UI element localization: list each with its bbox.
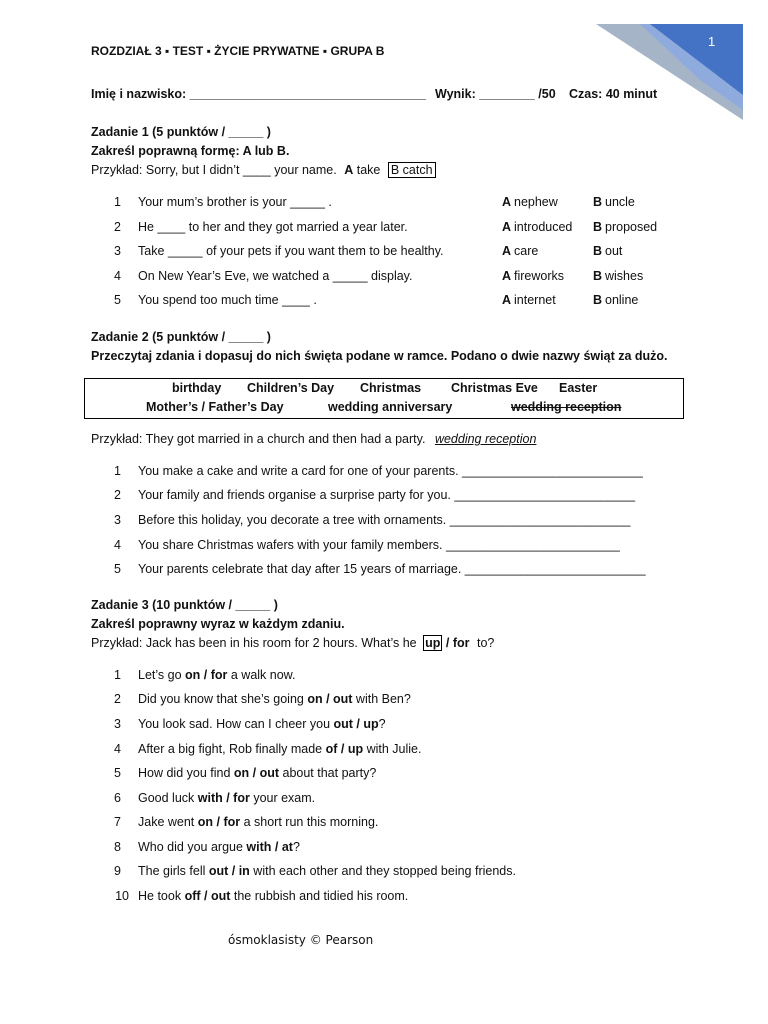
task2-item[interactable]: You share Christmas wafers with your family members. _________________________ <box>138 538 620 552</box>
option-b[interactable]: proposed <box>605 220 658 234</box>
footer-copyright: ósmoklasisty © Pearson <box>228 933 374 947</box>
option-b[interactable]: online <box>605 293 639 307</box>
word-choice[interactable]: with / for <box>197 791 250 805</box>
page-header: ROZDZIAŁ 3 ▪ TEST ▪ ŻYCIE PRYWATNE ▪ GRUPA B <box>91 44 385 58</box>
task3-example-end: to? <box>476 636 495 650</box>
score-field[interactable]: Wynik: ________ /50 <box>435 87 556 101</box>
box-word: Christmas Eve <box>451 381 538 395</box>
box-word: Christmas <box>360 381 422 395</box>
task1-title: Zadanie 1 (5 punktów / _____ ) <box>91 125 271 139</box>
task3-title: Zadanie 3 (10 punktów / _____ ) <box>91 598 278 612</box>
task2-item[interactable]: Your family and friends organise a surprise party for you. __________________________ <box>138 488 636 502</box>
task2-title: Zadanie 2 (5 punktów / _____ ) <box>91 330 271 344</box>
task2-example-text: Przykład: They got married in a church and then had a party. <box>91 432 426 446</box>
task3-example-text: Przykład: Jack has been in his room for 2 hours. What’s he <box>91 636 417 650</box>
option-a[interactable]: fireworks <box>514 269 565 283</box>
task3-instruction: Zakreśl poprawny wyraz w każdym zdaniu. <box>91 617 345 631</box>
task2-instruction: Przeczytaj zdania i dopasuj do nich święta podane w ramce. Podano o dwie nazwy świąt za dużo. <box>91 349 668 363</box>
task3-example <box>91 636 494 650</box>
box-word: birthday <box>172 381 222 395</box>
task1-example-text: Przykład: Sorry, but I didn’t ____ your name. <box>91 163 337 177</box>
word-choice[interactable]: of / up <box>325 742 364 756</box>
word-choice[interactable]: on / out <box>233 766 280 780</box>
page-number: 1 <box>708 34 716 49</box>
task1-instruction: Zakreśl poprawną formę: A lub B. <box>91 144 290 158</box>
name-field[interactable]: Imię i nazwisko: __________________________________ <box>91 87 427 101</box>
corner-decoration <box>0 0 768 140</box>
task3-example-up: up <box>425 636 441 650</box>
task2-item[interactable]: You make a cake and write a card for one of your parents. __________________________ <box>138 464 643 478</box>
word-choice[interactable]: out / in <box>208 864 250 878</box>
task3-example-for: / for <box>445 636 470 650</box>
word-choice[interactable]: out / up <box>333 717 379 731</box>
option-a[interactable]: introduced <box>514 220 573 234</box>
task2-item[interactable]: Before this holiday, you decorate a tree with ornaments. __________________________ <box>138 513 631 527</box>
word-choice[interactable]: on / for <box>197 815 241 829</box>
word-choice[interactable]: with / at <box>246 840 293 854</box>
box-word: Children’s Day <box>247 381 335 395</box>
box-word: wedding anniversary <box>328 400 453 414</box>
task1-example-a-letter: A <box>344 163 354 177</box>
task2-example-answer: wedding reception <box>434 432 537 446</box>
task2-example <box>91 432 536 446</box>
task1-example <box>91 163 436 177</box>
option-b[interactable]: uncle <box>605 195 635 209</box>
task1-example-b: B catch <box>388 162 436 178</box>
task1-example-a: take <box>356 163 381 177</box>
option-a[interactable]: nephew <box>514 195 558 209</box>
option-b[interactable]: out <box>605 244 623 258</box>
word-choice[interactable]: off / out <box>184 889 231 903</box>
option-b[interactable]: wishes <box>605 269 644 283</box>
box-word: Easter <box>559 381 598 395</box>
word-choice[interactable]: on / out <box>307 692 353 706</box>
box-word: Mother’s / Father’s Day <box>146 400 284 414</box>
option-a[interactable]: care <box>514 244 539 258</box>
box-word-used: wedding reception <box>511 400 622 414</box>
option-a[interactable]: internet <box>514 293 556 307</box>
time-label: Czas: 40 minut <box>569 87 658 101</box>
task2-item[interactable]: Your parents celebrate that day after 15 years of marriage. __________________________ <box>138 562 646 576</box>
word-choice[interactable]: on / for <box>185 668 228 682</box>
